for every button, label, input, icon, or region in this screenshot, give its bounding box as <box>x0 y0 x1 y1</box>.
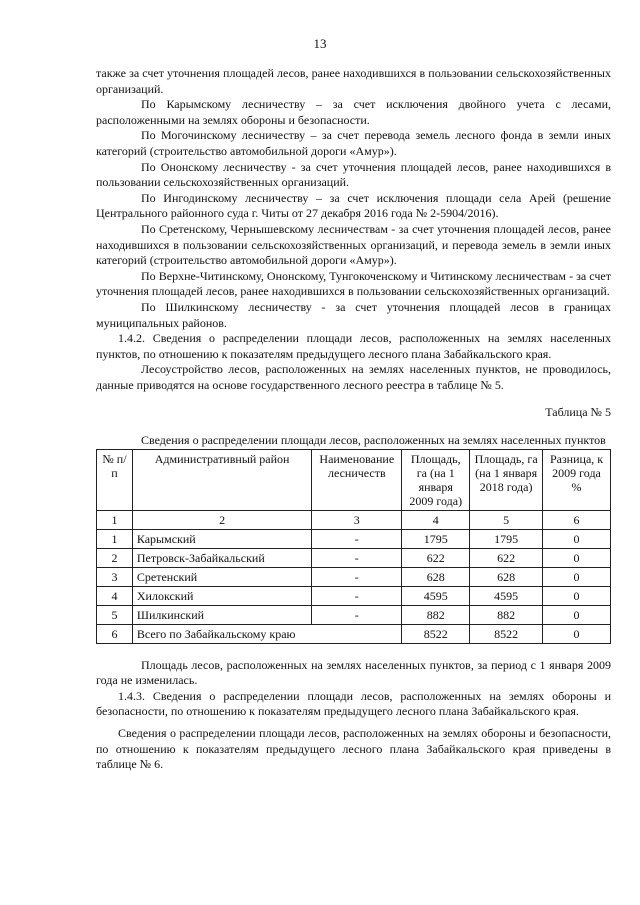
paragraph: Лесоустройство лесов, расположенных на землях населенных пунктов, не проводилось, данные приводятся на основе государственного лесного реестра в таблице № 5. <box>96 362 611 392</box>
header-cell: Разница, к 2009 года % <box>543 449 611 510</box>
document-body <box>96 66 611 773</box>
column-number: 2 <box>132 510 311 529</box>
table-header-row <box>97 449 611 510</box>
area-2009-cell: 4595 <box>402 586 470 605</box>
table-row <box>97 567 611 586</box>
total-area-2009: 8522 <box>402 624 470 643</box>
paragraph: По Верхне-Читинскому, Ононскому, Тунгокоченскому и Читинскому лесничествам - за счет уточнения площадей лесов, ранее находившихся в пользовании сельскохозяйственных организаций. <box>96 268 611 299</box>
page-number: 13 <box>313 36 327 51</box>
column-number: 1 <box>97 510 133 529</box>
paragraph: По Сретенскому, Чернышевскому лесничествам - за счет уточнения площадей лесов, ранее находившихся в пользовании сельскохозяйственных организаций, и перевода земель в земли иных категорий (строительство автомобильной дороги «Амур»). <box>96 221 611 268</box>
area-2018-cell: 622 <box>470 548 543 567</box>
column-number: 6 <box>543 510 611 529</box>
district-cell: Петровск-Забайкальский <box>132 548 311 567</box>
table-row <box>97 548 611 567</box>
column-number: 4 <box>402 510 470 529</box>
section-heading: 1.4.2. Сведения о распределении площади лесов, расположенных на землях населенных пунктов, по отношению к показателям предыдущего лесного плана Забайкальского края. <box>96 331 611 361</box>
total-label: Всего по Забайкальскому краю <box>132 624 401 643</box>
column-number: 3 <box>312 510 402 529</box>
paragraph: Сведения о распределении площади лесов, расположенных на землях обороны и безопасности, по отношению к показателям предыдущего лесного плана Забайкальского края приведены в таблице № 6. <box>96 726 611 772</box>
table-caption: Сведения о распределении площади лесов, расположенных на землях населенных пунктов <box>141 433 606 448</box>
area-2018-cell: 882 <box>470 605 543 624</box>
row-number: 5 <box>97 605 133 624</box>
row-number: 4 <box>97 586 133 605</box>
table-row <box>97 586 611 605</box>
header-cell: Административный район <box>132 449 311 510</box>
row-number: 2 <box>97 548 133 567</box>
district-cell: Сретенский <box>132 567 311 586</box>
header-cell: Площадь, га (на 1 января 2009 года) <box>402 449 470 510</box>
diff-cell: 0 <box>543 586 611 605</box>
row-number: 6 <box>97 624 133 643</box>
diff-cell: 0 <box>543 567 611 586</box>
section-heading: 1.4.3. Сведения о распределении площади лесов, расположенных на землях обороны и безопасности, по отношению к показателям предыдущего лесного плана Забайкальского края. <box>96 688 611 719</box>
total-diff: 0 <box>543 624 611 643</box>
column-number: 5 <box>470 510 543 529</box>
forestry-cell: - <box>312 586 402 605</box>
district-cell: Шилкинский <box>132 605 311 624</box>
area-2018-cell: 1795 <box>470 529 543 548</box>
district-cell: Карымский <box>132 529 311 548</box>
diff-cell: 0 <box>543 529 611 548</box>
area-2018-cell: 628 <box>470 567 543 586</box>
district-cell: Хилокский <box>132 586 311 605</box>
area-2009-cell: 628 <box>402 567 470 586</box>
forestry-cell: - <box>312 548 402 567</box>
table-row <box>97 605 611 624</box>
header-cell: Наименование лесничеств <box>312 449 402 510</box>
paragraph: По Могочинскому лесничеству – за счет перевода земель лесного фонда в земли иных категорий (строительство автомобильной дороги «Амур»). <box>96 128 611 158</box>
paragraph: По Карымскому лесничеству – за счет исключения двойного учета с лесами, расположенными на землях обороны и безопасности. <box>96 97 611 127</box>
area-2009-cell: 882 <box>402 605 470 624</box>
diff-cell: 0 <box>543 605 611 624</box>
forestry-cell: - <box>312 529 402 548</box>
header-cell: № п/п <box>97 449 133 510</box>
area-2009-cell: 1795 <box>402 529 470 548</box>
paragraph: По Шилкинскому лесничеству - за счет уточнения площадей лесов в границах муниципальных районов. <box>96 299 611 330</box>
paragraph: По Ононскому лесничеству - за счет уточнения площадей лесов, ранее находившихся в пользовании сельскохозяйственных организаций. <box>96 159 611 190</box>
table-row <box>97 529 611 548</box>
paragraph: Площадь лесов, расположенных на землях населенных пунктов, за период с 1 января 2009 года не изменилась. <box>96 657 611 688</box>
area-2018-cell: 4595 <box>470 586 543 605</box>
diff-cell: 0 <box>543 548 611 567</box>
table-label: Таблица № 5 <box>545 405 611 420</box>
area-2009-cell: 622 <box>402 548 470 567</box>
total-area-2018: 8522 <box>470 624 543 643</box>
header-cell: Площадь, га (на 1 января 2018 года) <box>470 449 543 510</box>
column-number-row <box>97 510 611 529</box>
paragraph: также за счет уточнения площадей лесов, ранее находившихся в пользовании сельскохозяйственных организаций. <box>96 66 611 96</box>
row-number: 3 <box>97 567 133 586</box>
table-total-row <box>97 624 611 643</box>
row-number: 1 <box>97 529 133 548</box>
forestry-cell: - <box>312 605 402 624</box>
forest-area-table <box>96 449 611 644</box>
paragraph: По Ингодинскому лесничеству – за счет исключения площади села Арей (решение Центрального районного суда г. Читы от 27 декабря 2016 года № 2-5904/2016). <box>96 190 611 221</box>
forestry-cell: - <box>312 567 402 586</box>
